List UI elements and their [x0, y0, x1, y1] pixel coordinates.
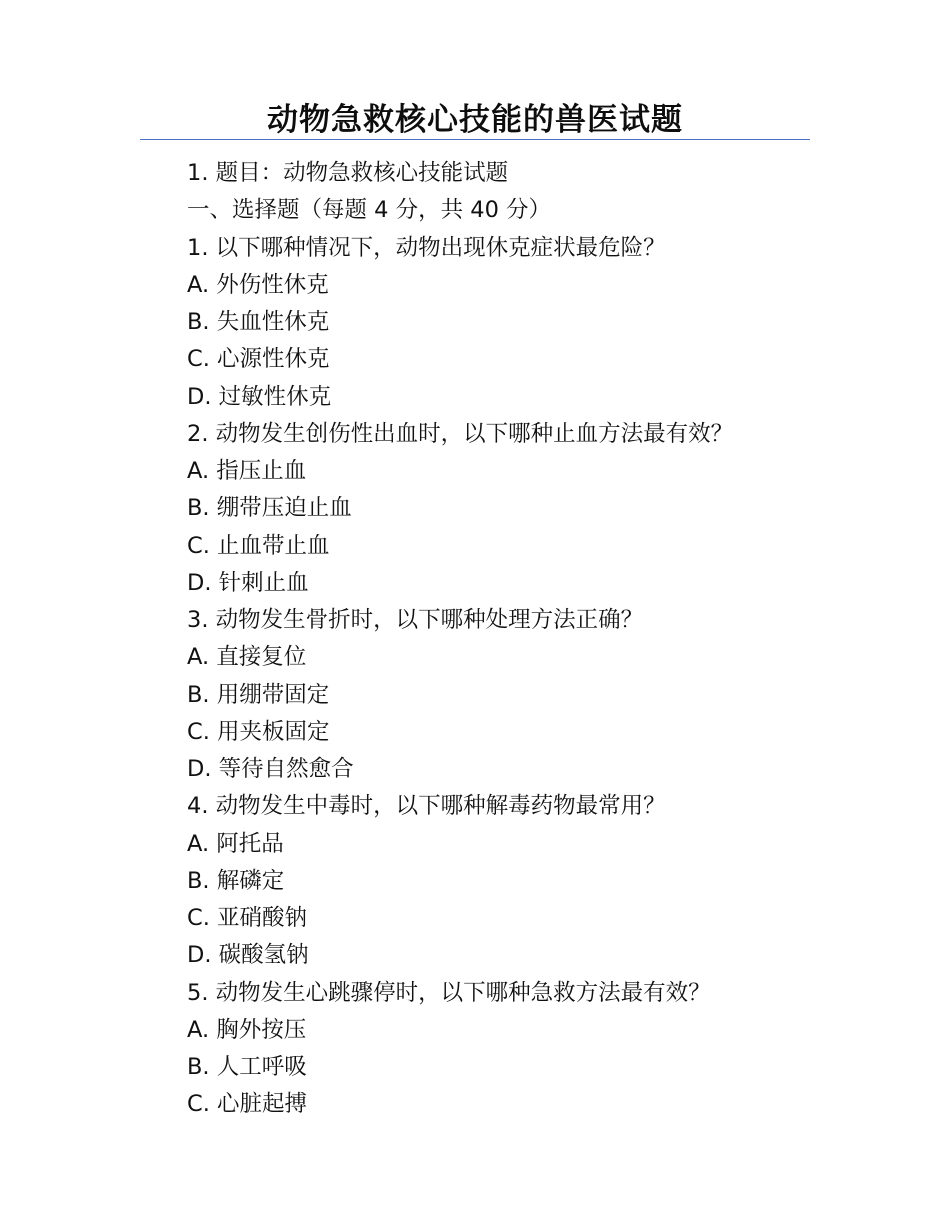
q4-option-c: C. 亚硝酸钠: [187, 905, 308, 931]
q5-option-b: B. 人工呼吸: [187, 1054, 307, 1080]
q1-option-d: D. 过敏性休克: [187, 383, 332, 410]
document-title: 动物急救核心技能的兽医试题: [267, 102, 683, 138]
question-5: 5. 动物发生心跳骤停时，以下哪种急救方法最有效？: [187, 979, 711, 1006]
q2-option-c: C. 止血带止血: [187, 532, 330, 559]
q2-option-a: A. 指压止血: [187, 458, 307, 484]
q3-option-b: B. 用绷带固定: [187, 681, 330, 708]
q1-option-b: B. 失血性休克: [187, 309, 330, 335]
document-body: [187, 155, 827, 1124]
q3-option-a: A. 直接复位: [187, 644, 307, 671]
q4-option-b: B. 解磷定: [187, 867, 285, 894]
question-1: 1. 以下哪种情况下，动物出现休克症状最危险？: [187, 234, 666, 261]
question-heading: 1. 题目：动物急救核心技能试题: [187, 160, 509, 186]
question-2: 2. 动物发生创伤性出血时，以下哪种止血方法最有效？: [187, 420, 734, 447]
q5-option-c: C. 心脏起搏: [187, 1091, 308, 1118]
q4-option-d: D. 碳酸氢钠: [187, 942, 309, 969]
q4-option-a: A. 阿托品: [187, 830, 284, 857]
q1-option-c: C. 心源性休克: [187, 346, 330, 373]
q2-option-b: B. 绷带压迫止血: [187, 495, 352, 522]
title-underline: [140, 139, 810, 140]
section-heading: 一、选择题（每题 4 分，共 40 分）: [187, 197, 552, 224]
q5-option-a: A. 胸外按压: [187, 1016, 307, 1043]
q2-option-d: D. 针刺止血: [187, 569, 309, 596]
q3-option-c: C. 用夹板固定: [187, 718, 330, 745]
question-3: 3. 动物发生骨折时，以下哪种处理方法正确？: [187, 607, 644, 633]
q1-option-a: A. 外伤性休克: [187, 271, 329, 298]
question-4: 4. 动物发生中毒时，以下哪种解毒药物最常用？: [187, 793, 666, 820]
q3-option-d: D. 等待自然愈合: [187, 756, 354, 782]
